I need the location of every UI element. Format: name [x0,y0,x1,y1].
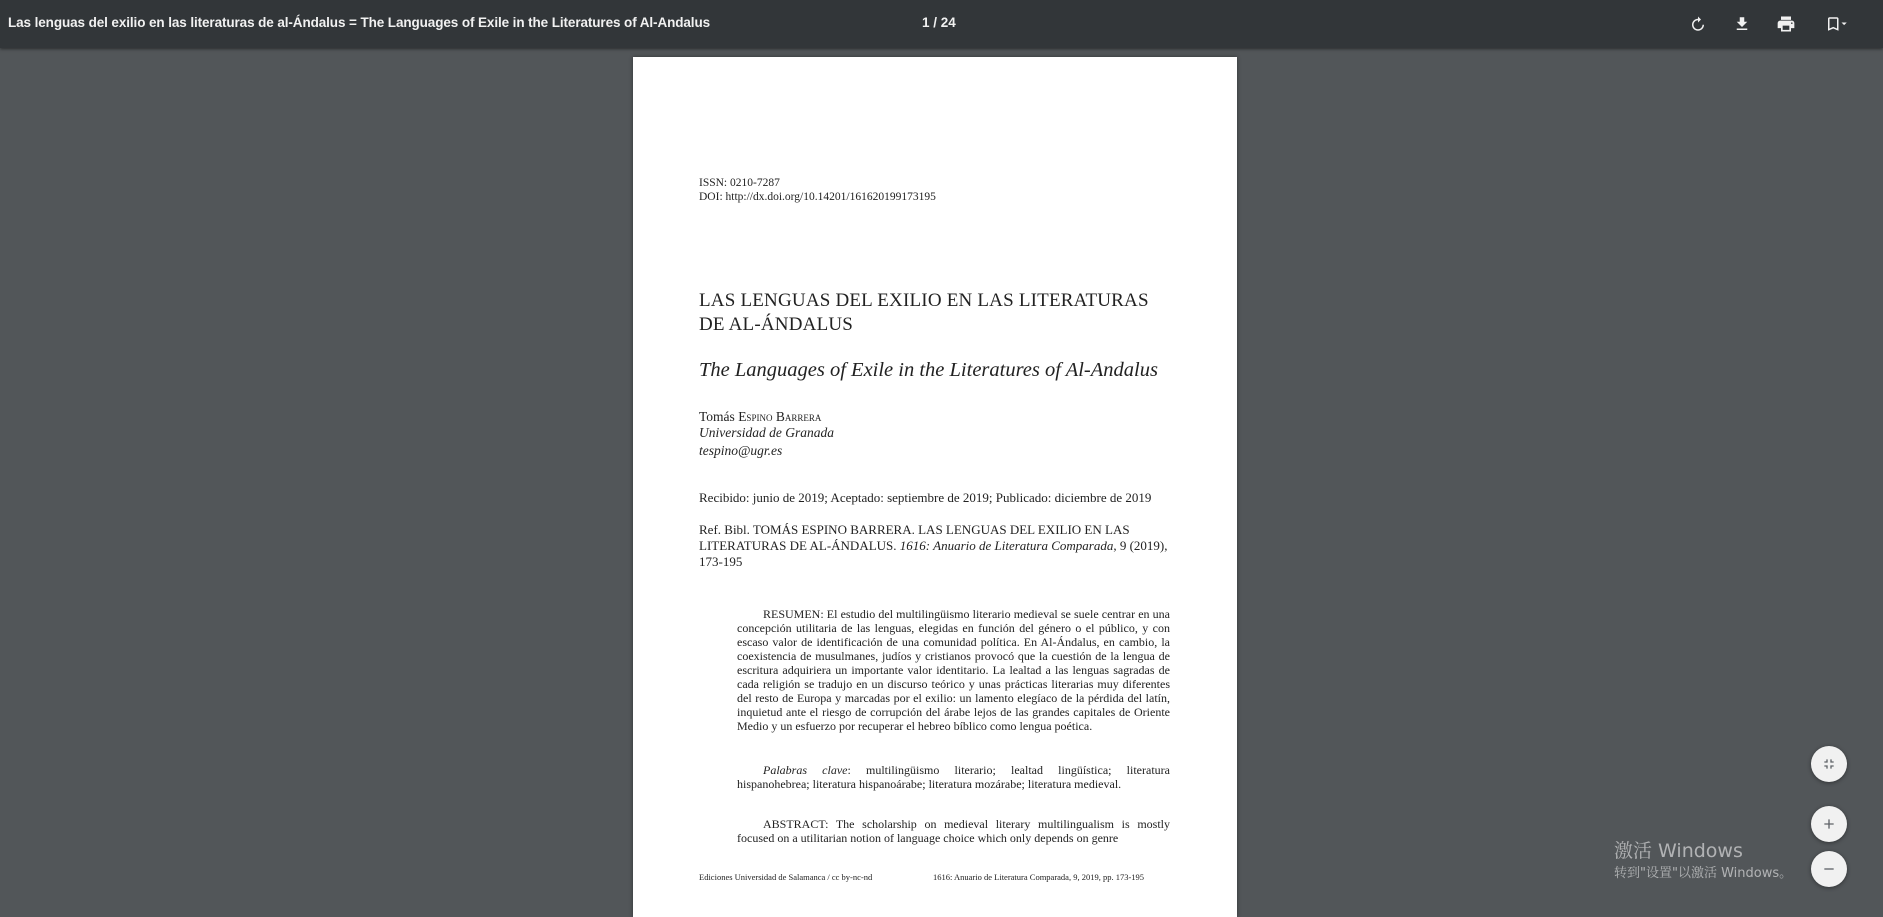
ref-suffix: , 9 (2019), 173-195 [699,538,1168,569]
bookmark-menu-button[interactable] [1817,8,1857,40]
author-first: Tomás [699,409,739,424]
bibliographic-reference [699,522,1169,570]
print-button[interactable] [1770,8,1802,40]
abstract-paragraph: ABSTRACT: The scholarship on medieval literary multilingualism is mostly focused on a utilitarian notion of language choice which only depends on genre [737,817,1170,845]
zoom-in-button[interactable] [1811,806,1847,842]
author-last: Espino Barrera [738,409,822,424]
document-title: Las lenguas del exilio en las literaturas de al-Ándalus = The Languages of Exile in the Literatures of Al-Andalus [8,15,710,30]
page-indicator: 1 / 24 [922,15,956,30]
rotate-button[interactable] [1682,8,1714,40]
watermark-line1: 激活 Windows [1614,840,1743,862]
keywords-paragraph [737,763,1170,791]
ref-prefix: Ref. Bibl. TOMÁS ESPINO BARRERA. LAS LENGUAS DEL EXILIO EN LAS LITERATURAS DE AL-ÁNDALUS. [699,522,1130,553]
author-name [699,408,821,425]
download-icon [1733,15,1751,33]
author-email: tespino@ugr.es [699,443,783,458]
pdf-page [633,57,1237,917]
footer-publisher: Ediciones Universidad de Salamanca / cc by-nc-nd [699,872,873,882]
fit-page-icon [1821,756,1837,772]
footer-journal: 1616: Anuario de Literatura Comparada, 9, 2019, pp. 173-195 [933,872,1145,882]
issn: ISSN: 0210-7287 [699,177,780,189]
title-es-line2: DE AL-ÁNDALUS [699,314,854,335]
print-icon [1776,14,1796,34]
pdf-toolbar [0,0,1883,48]
zoom-out-icon [1821,861,1837,877]
zoom-out-button[interactable] [1811,851,1847,887]
windows-activation-watermark [1614,840,1792,882]
keywords-text: : multilingüismo literario; lealtad lingüística; literatura hispanohebrea; literatura hispanoárabe; literatura mozárabe; literatura medieval. [737,763,1170,791]
rotate-icon [1689,15,1707,33]
article-title-en: The Languages of Exile in the Literatures of Al-Andalus [699,359,1158,381]
received-dates: Recibido: junio de 2019; Aceptado: septiembre de 2019; Publicado: diciembre de 2019 [699,490,1152,505]
doi: DOI: http://dx.doi.org/10.14201/161620199173195 [699,191,936,203]
title-es-line1: LAS LENGUAS DEL EXILIO EN LAS LITERATURAS [699,290,1149,311]
affiliation: Universidad de Granada [699,425,834,440]
article-title-es [699,289,1149,337]
zoom-in-icon [1821,816,1837,832]
resumen-paragraph: RESUMEN: El estudio del multilingüismo literario medieval se suele centrar en una concepción utilitaria de las lenguas, elegidas en función del género o el público, y con escaso valor de identificación de una comunidad política. En Al-Ándalus, en cambio, la coexistencia de musulmanes, judíos y cristianos provocó que la cuestión de la lengua de escritura adquiriera un importante valor identitario. La lealtad a las lenguas sagradas de cada religión se tradujo en un discurso teórico y unas prácticas literarias muy diferentes del resto de Europa y marcadas por el exilio: un lamento elegíaco de la pérdida del latín, inquietud ante el riesgo de corrupción del árabe lejos de las grandes capitales de Oriente Medio y un esfuerzo por recuperar el hebreo bíblico como lengua poética. [737,607,1170,733]
fit-page-button[interactable] [1811,746,1847,782]
watermark-line2: 转到"设置"以激活 Windows。 [1614,866,1793,881]
ref-journal: 1616: Anuario de Literatura Comparada [899,538,1114,553]
download-button[interactable] [1726,8,1758,40]
keywords-label: Palabras clave [763,763,848,777]
bookmark-icon [1824,15,1850,33]
